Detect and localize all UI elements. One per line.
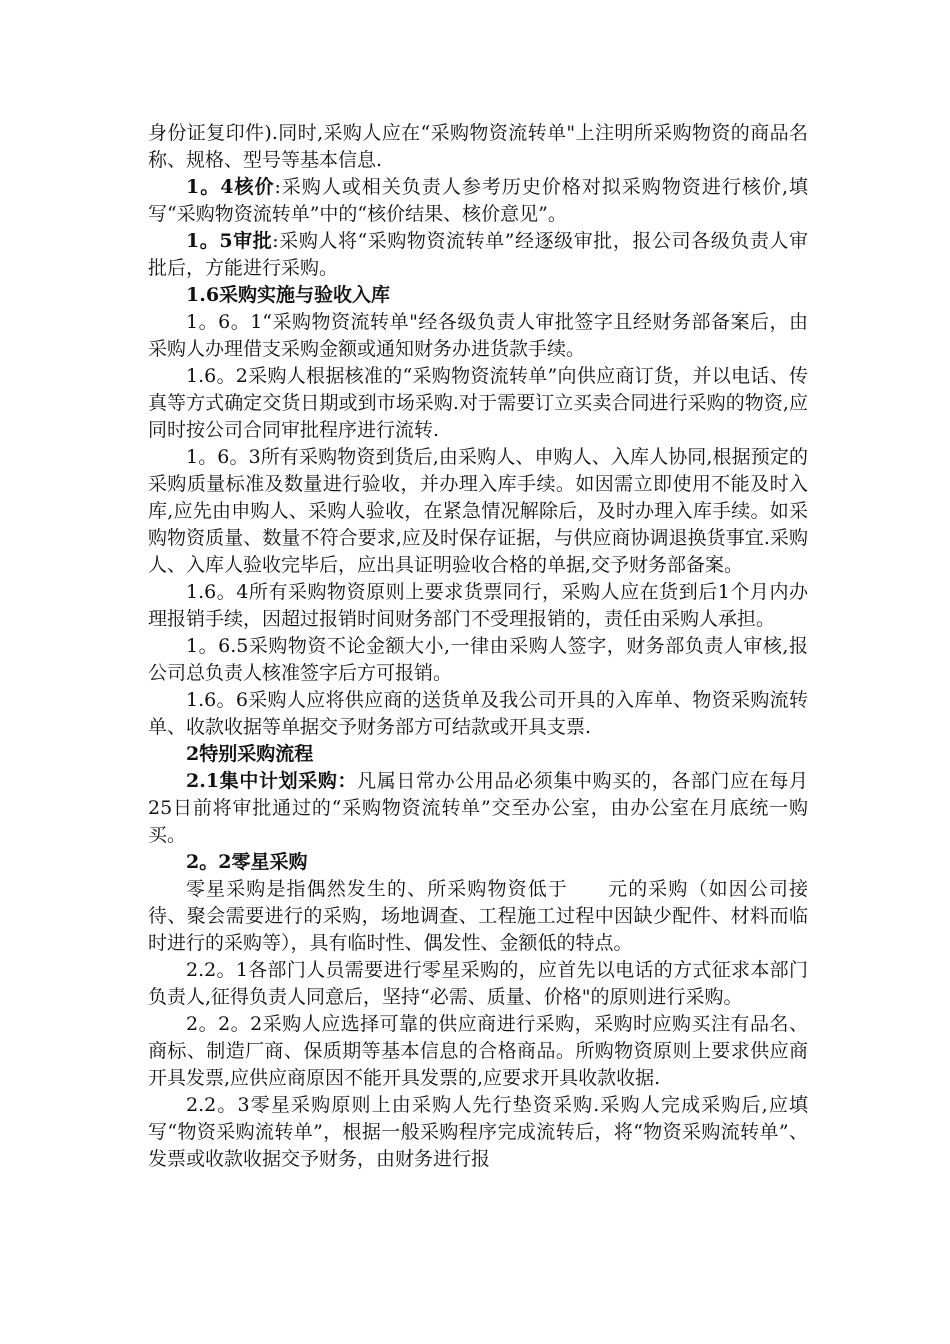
text-price-check: :采购人或相关负责人参考历史价格对拟采购物资进行核价,填写“采购物资流转单”中的“核价结果、核价意见”。 (148, 176, 808, 225)
paragraph-1-6-2: 1.6。2采购人根据核准的“采购物资流转单”向供应商订货，并以电话、传真等方式确定交货日期或到市场采购.对于需要订立买卖合同进行采购的物资,应同时按公司合同审批程序进行流转. (148, 365, 808, 441)
paragraph-id-copy: 身份证复印件).同时,采购人应在“采购物资流转单"上注明所采购物资的商品名称、规格、型号等基本信息. (148, 122, 808, 171)
label-centralized-procurement: 2.1集中计划采购： (186, 770, 358, 792)
paragraph-1-6-6: 1.6。6采购人应将供应商的送货单及我公司开具的入库单、物资采购流转单、收款收据等单据交予财务部方可结款或开具支票. (148, 689, 808, 738)
paragraph-sporadic-definition: 零星采购是指偶然发生的、所采购物资低于 元的采购（如因公司接待、聚会需要进行的采购，场地调查、工程施工过程中因缺少配件、材料而临时进行的采购等），具有临时性、偶发性、金额低的特点。 (148, 878, 808, 954)
paragraph-price-check (148, 174, 808, 228)
paragraph-2-2-3: 2.2。3零星采购原则上由采购人先行垫资采购.采购人完成采购后,应填写“物资采购流转单”，根据一般采购程序完成流转后，将“物资采购流转单”、发票或收款收据交予财务，由财务进行报 (148, 1094, 808, 1170)
text-centralized-procurement: 凡属日常办公用品必须集中购买的，各部门应在每月25日前将审批通过的“采购物资流转单”交至办公室，由办公室在月底统一购买。 (148, 770, 808, 846)
paragraph-1-6-4: 1.6。4所有采购物资原则上要求货票同行，采购人应在货到后1个月内办理报销手续，因超过报销时间财务部门不受理报销的，责任由采购人承担。 (148, 581, 808, 630)
heading-sporadic-procurement: 2。2零星采购 (186, 851, 308, 873)
label-approval: 1。5审批 (186, 230, 273, 252)
label-price-check: 1。4核价 (186, 176, 275, 198)
paragraph-2-1 (148, 768, 808, 849)
paragraph-1-6-3: 1。6。3所有采购物资到货后,由采购人、申购人、入库人协同,根据预定的采购质量标准及数量进行验收，并办理入库手续。如因需立即使用不能及时入库,应先由申购人、采购人验收，在紧急情况解除后，及时办理入库手续。如采购物资质量、数量不符合要求,应及时保存证据，与供应商协调退换货事宜.采购人、入库人验收完毕后，应出具证明验收合格的单据,交予财务部备案。 (148, 446, 808, 576)
text-approval: :采购人将“采购物资流转单”经逐级审批，报公司各级负责人审批后，方能进行采购。 (148, 230, 808, 279)
heading-procurement-implementation: 1.6采购实施与验收入库 (186, 284, 391, 306)
paragraph-2-2-2: 2。2。2采购人应选择可靠的供应商进行采购，采购时应购买注有品名、商标、制造厂商、保质期等基本信息的合格商品。所购物资原则上要求供应商开具发票,应供应商原因不能开具发票的,应要求开具收款收据. (148, 1013, 808, 1089)
paragraph-1-6-5: 1。6.5采购物资不论金额大小,一律由采购人签字，财务部负责人审核,报公司总负责人核准签字后方可报销。 (148, 635, 808, 684)
paragraph-1-6-1: 1。6。1“采购物资流转单"经各级负责人审批签字且经财务部备案后，由采购人办理借支采购金额或通知财务办进货款手续。 (148, 311, 808, 360)
paragraph-approval (148, 228, 808, 282)
paragraph-2-2-1: 2.2。1各部门人员需要进行零星采购的，应首先以电话的方式征求本部门负责人,征得负责人同意后，坚持“必需、质量、价格"的原则进行采购。 (148, 959, 808, 1008)
document-page (148, 120, 808, 1173)
heading-special-procurement: 2特别采购流程 (186, 743, 314, 765)
